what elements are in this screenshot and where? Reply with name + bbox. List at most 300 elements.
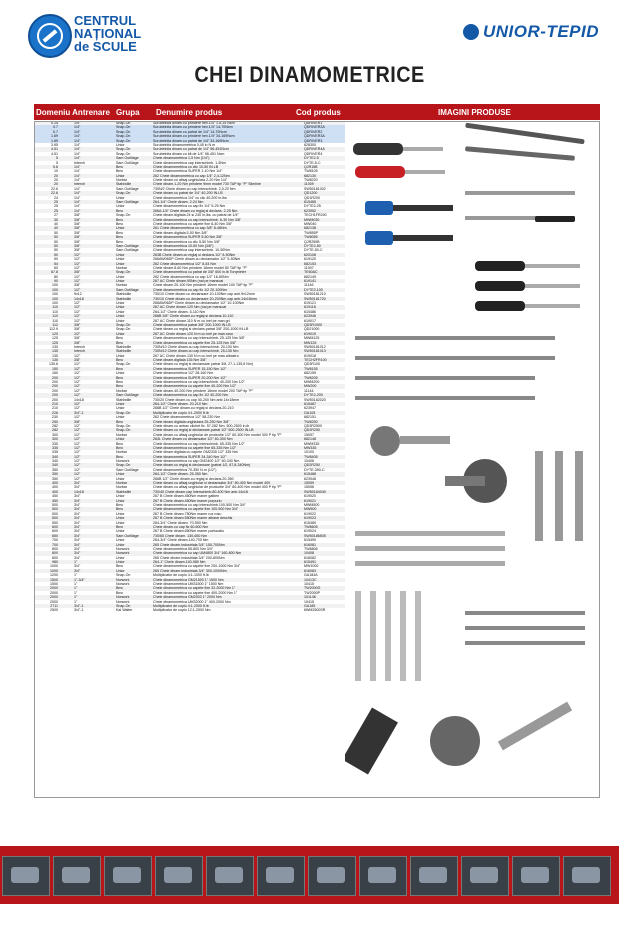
description-cell: 267 AC Cheie dinam.130 N m cu inel pe man.albastru: [153, 353, 239, 358]
range-cell: 340: [52, 459, 58, 464]
brand-cell: Bmc: [116, 507, 124, 512]
brand-cell: Bmc: [116, 380, 124, 385]
page-header: [0, 0, 619, 62]
drive-cell: 1/2": [74, 380, 81, 385]
range-cell: 300: [52, 437, 58, 442]
brand-cell: Sam Outillage: [116, 243, 139, 248]
description-cell: 730/10 Cheie dinam.cu declansare 20-200Nm cap antr.14x18mm: [153, 296, 257, 301]
description-cell: 267 B Cheie dinam.750Nm maner roz rosu: [153, 511, 222, 516]
drive-cell: 3/8": [74, 283, 81, 288]
footer-photo: [308, 856, 356, 896]
drive-cell: 1/2": [74, 476, 81, 481]
brand-cell: Norwork: [116, 599, 130, 604]
description-cell: Cheie dinam.cu afisaj unghiulara 2-20 Nm 1/4": [153, 178, 228, 183]
description-cell: 263L Cheie dinam.cu declansator 1/2" 60-300 Nm: [153, 437, 233, 442]
range-cell: 200: [52, 388, 58, 393]
range-cell: 25: [54, 208, 58, 213]
brand-cell: Unior: [116, 406, 125, 411]
range-cell: 80: [54, 274, 58, 279]
description-cell: 261 Cheie dinamometrica cu cap 3/8" 8-48Nm: [153, 226, 227, 231]
centrul-national-de-scule-logo: [28, 14, 178, 58]
code-cell: MW335: [304, 445, 317, 450]
range-cell: 5: [56, 160, 58, 165]
brand-cell: Stahlwille: [116, 296, 132, 301]
code-cell: 10114K: [304, 595, 317, 600]
drive-cell: 3/8": [74, 239, 81, 244]
drive-cell: 3/4": [74, 529, 81, 534]
code-cell: 682138: [304, 226, 316, 231]
header-denumire: Denumire produs: [156, 108, 223, 117]
brand-cell: Unior: [116, 331, 125, 336]
range-cell: 24: [54, 195, 58, 200]
footer-photo: [461, 856, 509, 896]
range-cell: 200: [52, 380, 58, 385]
drive-cell: 3/4": [74, 520, 81, 525]
description-cell: Cheie dinam.cu cap fix 60-600 Nm: [153, 524, 209, 529]
digital-torque-wrench-icon: [465, 123, 585, 161]
brand-cell: Sam Outillage: [116, 160, 139, 165]
description-cell: Multiplicator de cuplu 4:1-2000 ft.lb: [153, 603, 209, 608]
drive-cell: 1/4": [74, 191, 81, 196]
description-cell: Surubelnita dinam.cu patrat de 1/4" 56-451Ncm: [153, 147, 229, 152]
brand-cell: Stahlwille: [116, 344, 132, 349]
description-cell: Cheie dinam.cu afisaj unghiular de productie 3/4" 80-400 Nm model 400 P tip "P": [153, 485, 282, 490]
brand-cell: Norbar: [116, 481, 127, 486]
drive-cell: 3/4": [74, 502, 81, 507]
range-cell: 2000: [50, 599, 58, 604]
description-cell: Cheie dinamometrica cu cap interschimb. 6-30 Nm 3/8": [153, 217, 241, 222]
brand-cell: Sam Outillage: [116, 287, 139, 292]
description-cell: Cheie dinam.cu patrat de 1/4" 40-200 IN.LB: [153, 191, 223, 196]
code-cell: SW50181002: [304, 186, 326, 191]
drive-cell: 3/4": [74, 538, 81, 543]
code-cell: TW8205: [304, 375, 318, 380]
table-row: [34, 608, 345, 612]
range-cell: 112.9: [49, 327, 58, 332]
brand-cell: Bmc: [116, 366, 124, 371]
code-cell: DYTE2-100: [304, 287, 323, 292]
brand-cell: Sam Outillage: [116, 533, 139, 538]
description-cell: Cheie dinamometrica cu capete fixe 200-1000 Nm 3/4": [153, 564, 241, 569]
code-cell: QJR250B: [304, 239, 320, 244]
range-cell: 22.6: [51, 186, 58, 191]
logo-line-2: NAȚIONAL: [74, 26, 142, 41]
description-cell: Cheie dinamometrica 1/2" 28-160 Nm: [153, 371, 214, 376]
description-cell: Cheie dinamometrica SUPER 5-50 Nm 3/8": [153, 235, 223, 240]
range-cell: 40: [54, 226, 58, 231]
description-cell: 267 B Cheie dinam.450Nm maner galben: [153, 494, 220, 499]
description-cell: 267 B Cheie dinam.550Nm maner albastr deschis: [153, 516, 233, 521]
drive-cell: 3/8": [74, 226, 81, 231]
description-cell: 730/65 Cheie dinam. 130-650 Nm: [153, 533, 207, 538]
brand-cell: Unior: [116, 314, 125, 319]
range-cell: 60: [54, 265, 58, 270]
range-cell: 800: [52, 551, 58, 556]
brand-cell: Snap-On: [116, 191, 131, 196]
drive-cell: 3/4": [74, 494, 81, 499]
code-cell: 619141: [304, 279, 316, 284]
description-cell: Cheie dinamometrica GM21500 1" 1500 Nm: [153, 577, 224, 582]
drive-cell: 1/2": [74, 261, 81, 266]
black-handle-torque-wrench-icon: [475, 261, 580, 311]
brand-cell: Bmc: [116, 217, 124, 222]
range-cell: 210: [52, 406, 58, 411]
drive-cell: 3/4": [74, 498, 81, 503]
description-cell: Cheie dinam.digitala 5-50 Nm 3/8": [153, 230, 208, 235]
drive-cell: 1/2": [74, 441, 81, 446]
description-cell: 267 AC Cheie dinam.120 N m cu inel pe man.rosu: [153, 331, 233, 336]
brand-cell: Unior: [116, 529, 125, 534]
drive-cell: 3/4": [74, 546, 81, 551]
code-cell: SW50186505: [304, 533, 326, 538]
range-cell: 335: [52, 450, 58, 455]
range-cell: 150: [52, 366, 58, 371]
code-cell: 682151: [304, 415, 316, 420]
brand-cell: Unior: [116, 498, 125, 503]
range-cell: 500: [52, 507, 58, 512]
brand-cell: Stahlwille: [116, 182, 132, 187]
brand-cell: Unior: [116, 402, 125, 406]
code-cell: 10100: [304, 450, 314, 455]
description-cell: Cheie dinam.digitala unghiulara 25-250 Nm 3/8": [153, 419, 230, 424]
drive-cell: 1"-3/4": [74, 577, 85, 582]
range-cell: 110: [52, 318, 58, 323]
drive-cell: 3/4": [74, 551, 81, 556]
heavy-torque-wrench-icon: [535, 451, 583, 541]
description-cell: Surubelnita dinamometrica 0,45 in N.m: [153, 142, 216, 147]
brand-cell: Snap-On: [116, 213, 131, 218]
brand-cell: Unior: [116, 279, 125, 284]
range-cell: 0.7: [53, 129, 58, 134]
torque-multiplier-icon: [370, 426, 507, 503]
range-cell: 282: [52, 428, 58, 433]
description-cell: 264-1/2" Cheie dinam. 5-110 Nm: [153, 309, 206, 314]
range-cell: 50: [54, 257, 58, 262]
range-cell: 800: [52, 555, 58, 560]
code-cell: 615491: [304, 560, 316, 565]
range-cell: 50: [54, 248, 58, 253]
drive-cell: 3/4"-1: [74, 608, 84, 613]
drive-cell: 3/8": [74, 336, 81, 341]
drive-cell: 1/4": [74, 151, 81, 156]
description-cell: 264-1" Cheie dinam.140-980 Nm: [153, 560, 206, 565]
range-cell: 500: [52, 511, 58, 516]
range-cell: 335: [52, 445, 58, 450]
code-cell: QDRIVER2: [304, 129, 323, 134]
description-cell: Cheie dinamometrica cap interschimb. 10-50Nm: [153, 248, 230, 253]
code-cell: 15059: [304, 481, 314, 486]
drive-cell: Interch: [74, 160, 85, 165]
brand-cell: Snap-On: [116, 463, 131, 468]
code-cell: SW50184040: [304, 489, 326, 494]
drive-cell: 1/2": [74, 362, 81, 367]
range-cell: 25: [54, 200, 58, 205]
brand-cell: Unior: [116, 476, 125, 481]
unior-tepid-text: UNIOR-TEPID: [483, 22, 599, 41]
range-cell: 250: [52, 419, 58, 424]
description-cell: Cheie dinamometrica cu cap interschimb.100-500 Nm 3/4": [153, 502, 246, 507]
code-cell: 10408: [304, 551, 314, 556]
code-cell: SW50181210: [304, 292, 326, 297]
description-cell: Cheie dinam.40-200 Nm prindere 16mm model 200 TAP tip "P": [153, 388, 254, 393]
code-cell: MWM200: [304, 380, 320, 385]
range-cell: 2000: [50, 590, 58, 595]
drive-cell: 14x18: [74, 296, 84, 301]
drive-cell: 1/2": [74, 366, 81, 371]
description-cell: Surubelnita dinam.cu prindere hex.1/4" 34-169Ncm: [153, 134, 235, 139]
code-cell: 682159: [304, 371, 316, 376]
code-cell: 619023: [304, 516, 316, 521]
drive-cell: 3/8": [74, 358, 81, 363]
description-cell: Cheie dinam.cu reglaj si declansare patrat 3/8, 27,1-135,6 Nm): [153, 362, 254, 367]
description-cell: Cheie dinam.cu afisaj unghiular de productie 1/2" 60-300 Nm model 300 P tip "P": [153, 432, 282, 437]
range-cell: 650: [52, 533, 58, 538]
brand-cell: Unior: [116, 542, 125, 547]
description-cell: 266B 1/2" Cheie dinam.cu reglaj si declans.20-350: [153, 476, 234, 481]
range-cell: 1500: [50, 582, 58, 587]
drive-cell: 1/2": [74, 472, 81, 477]
drive-cell: 1/2": [74, 437, 81, 442]
code-cell: 615487: [304, 402, 316, 406]
brand-cell: Bmc: [116, 221, 124, 226]
code-cell: 615490: [304, 538, 316, 543]
brand-cell: Sam Outillage: [116, 467, 139, 472]
description-cell: Cheie dinamometrica cu cap fix 1/2 20-100Nm: [153, 287, 227, 292]
code-cell: 616083: [304, 568, 316, 573]
code-cell: QDRIVER4A: [304, 147, 325, 152]
range-cell: 600: [52, 529, 58, 534]
code-cell: MW040: [304, 221, 317, 226]
brand-cell: Unior: [116, 511, 125, 516]
description-cell: Cheie dinamometrica SUPER 34-340 Nm 1/2": [153, 454, 227, 459]
description-cell: Cheie dinamometrica 65-800 Nm 3/4": [153, 546, 214, 551]
brand-cell: Stahlwille: [116, 349, 132, 354]
code-cell: TW8250: [304, 419, 318, 424]
range-cell: 90: [54, 279, 58, 284]
code-cell: 619021: [304, 498, 316, 503]
drive-cell: 3/4": [74, 564, 81, 569]
chrome-torque-wrench-icon: [465, 191, 575, 222]
drive-cell: 1/2": [74, 375, 81, 380]
code-cell: QD3R100: [304, 362, 320, 367]
drive-cell: 3/4": [74, 485, 81, 490]
description-cell: 264-3/4" Cheie dinam. 70-550 Nm: [153, 520, 208, 525]
code-cell: QDRIVER3: [304, 138, 323, 143]
range-cell: 100: [52, 287, 58, 292]
code-cell: 619024: [304, 529, 316, 534]
brand-cell: Unior: [116, 309, 125, 314]
table-header: [34, 104, 600, 120]
code-cell: 682130: [304, 173, 316, 178]
range-cell: 120: [52, 331, 58, 336]
drive-cell: 1/4": [74, 125, 81, 130]
brand-cell: Norwork: [116, 546, 130, 551]
brand-cell: Unior: [116, 538, 125, 543]
range-cell: 5.6: [53, 164, 58, 169]
drive-cell: 1/2": [74, 309, 81, 314]
code-cell: 615489: [304, 520, 316, 525]
code-cell: MW500: [304, 507, 317, 512]
description-cell: Cheie dinamometrica cu cap GM2400 1/2" 60-340 Nm: [153, 459, 240, 464]
brand-cell: Unior: [116, 555, 125, 560]
description-cell: Surubelnita dinam.cu patrat de 1/4" 14-70Ncm: [153, 129, 227, 134]
code-cell: MW200: [304, 384, 317, 389]
drive-cell: 1/2": [74, 314, 81, 319]
code-cell: 10415: [304, 582, 314, 587]
range-cell: 5: [56, 156, 58, 161]
code-cell: DYTE-5-C: [304, 160, 321, 165]
code-cell: DYTE2-200: [304, 393, 323, 398]
code-cell: QD1R200: [304, 195, 320, 200]
brand-cell: Bmc: [116, 230, 124, 235]
code-cell: QD21000: [304, 327, 320, 332]
description-cell: 267 B Cheie dinam.650Nm maner portocaliu: [153, 529, 224, 534]
footer-photo: [257, 856, 305, 896]
header-imagini: IMAGINI PRODUSE: [438, 108, 511, 117]
drive-cell: 1/2": [74, 257, 81, 262]
range-cell: 400: [52, 489, 58, 494]
drive-cell: 1/2": [74, 415, 81, 420]
code-cell: 619118: [304, 305, 316, 310]
description-cell: 266A-1/4" Cheie dinam.cu reglaj si declans. 2-25 Nm: [153, 208, 238, 213]
brand-cell: Norbar: [116, 450, 127, 455]
code-cell: 615485: [304, 200, 316, 205]
brand-cell: Unior: [116, 261, 125, 266]
drive-cell: 1/4": [74, 164, 81, 169]
brand-cell: Norbar: [116, 265, 127, 270]
description-cell: Cheie dinamometrica cu cap fix 1/2 40-200 Nm: [153, 393, 228, 398]
header-cod: Cod produs: [296, 108, 341, 117]
brand-cell: Norwork: [116, 551, 130, 556]
description-cell: Cheie dinamometrica 70-350 N.m (1/2"): [153, 467, 217, 472]
brand-cell: Unior: [116, 226, 125, 231]
drive-cell: 3/4"-1: [74, 603, 84, 608]
range-cell: 125: [52, 336, 58, 341]
drive-cell: 3/8": [74, 419, 81, 424]
code-cell: 11146: [304, 283, 314, 288]
drive-cell: 3/8": [74, 230, 81, 235]
description-cell: 262 Cheie dinamometrica 1/2" 58-230 Nm: [153, 415, 220, 420]
code-cell: SW50181720: [304, 296, 326, 301]
brand-cell: Norbar: [116, 388, 127, 393]
code-cell: 11007: [304, 265, 314, 270]
drive-cell: Interch: [74, 344, 85, 349]
footer-photo: [359, 856, 407, 896]
brand-cell: Norbar: [116, 485, 127, 490]
brand-cell: Unior: [116, 516, 125, 521]
brand-cell: Bmc: [116, 384, 124, 389]
range-cell: 27: [54, 213, 58, 218]
description-cell: 730/20 Cheie dinam.cu cap 40-200 Nm antr.14x18mm: [153, 397, 240, 402]
range-cell: 0.15: [51, 121, 58, 125]
drive-cell: 1/2": [74, 318, 81, 323]
footer-photo: [563, 856, 611, 896]
brand-cell: Bmc: [116, 164, 124, 169]
range-cell: 100: [52, 296, 58, 301]
drive-cell: 1/4": [74, 129, 81, 134]
range-cell: 50: [54, 243, 58, 248]
code-cell: 10413C: [304, 577, 317, 582]
drive-cell: 1/4": [74, 138, 81, 143]
description-cell: Cheie dinam.cu antrax clichet fix. 57-282 Nm. 500-2500 in.lb: [153, 423, 250, 428]
drive-cell: 1/2": [74, 450, 81, 455]
drive-cell: 1/4": [74, 200, 81, 205]
description-cell: Cheie dinamometrica cu cap interschimb. 40-200 Nm 1/2": [153, 380, 245, 385]
click-torque-wrench-set-icon: [355, 531, 505, 681]
drive-cell: 3/8": [74, 340, 81, 345]
description-cell: 267 AC Cheie dinam.90Nm (nal pe mansoai: [153, 279, 224, 284]
drive-cell: 9x12: [74, 292, 82, 297]
drive-cell: 1/2": [74, 353, 81, 358]
brand-cell: Unior: [116, 142, 125, 147]
code-cell: 615486: [304, 309, 316, 314]
code-cell: GA184A: [304, 573, 318, 578]
description-cell: 264-1/2" Cheie dinam. 25-350 Nm: [153, 472, 208, 477]
page-title: CHEI DINAMOMETRICE: [194, 62, 425, 87]
range-cell: 20: [54, 182, 58, 187]
brand-cell: Norwork: [116, 582, 130, 587]
footer-photo: [206, 856, 254, 896]
brand-cell: Bmc: [116, 441, 124, 446]
description-cell: Surubelnita dinam.cu bit de 1/4" 56-451 Ncm: [153, 151, 225, 156]
drive-cell: 1/2": [74, 301, 81, 306]
brand-cell: Unior: [116, 437, 125, 442]
code-cell: 10406: [304, 459, 314, 464]
range-cell: 50: [54, 252, 58, 257]
range-cell: 350: [52, 467, 58, 472]
range-cell: 230: [52, 415, 58, 420]
description-cell: 266AW06DP Cheie dinam.cu declansator 1/2" 10-100Nm: [153, 301, 245, 306]
description-cell: Cheie dinamometrica cu clic 5-50 Nm 3/8": [153, 239, 220, 244]
product-images-panel: [345, 121, 600, 798]
unior-mark-icon: [463, 24, 479, 40]
footer-photo: [104, 856, 152, 896]
brand-cell: Sam Outillage: [116, 156, 139, 161]
code-cell: 619022: [304, 511, 316, 516]
description-cell: Cheie dinamometrica SUPER 15-150 Nm 1/2": [153, 366, 227, 371]
range-cell: 1.69: [51, 134, 58, 139]
footer-photo: [512, 856, 560, 896]
brand-cell: Unior: [116, 494, 125, 499]
range-cell: 0.7: [53, 125, 58, 130]
range-cell: 135: [52, 349, 58, 354]
drive-cell: 3/4"-1: [74, 410, 84, 415]
footer-photo: [410, 856, 458, 896]
drive-cell: 1/4": [74, 156, 81, 161]
drive-cell: 1/2": [74, 445, 81, 450]
brand-cell: Snap-On: [116, 134, 131, 139]
range-cell: 350: [52, 476, 58, 481]
range-cell: 500: [52, 502, 58, 507]
range-cell: 67.8: [51, 270, 58, 275]
brand-cell: Unior: [116, 520, 125, 525]
code-cell: 620108: [304, 252, 316, 257]
brand-cell: Bmc: [116, 169, 124, 174]
brand-cell: Snap-On: [116, 270, 131, 275]
drive-cell: 3/4": [74, 481, 81, 486]
description-cell: 264-1/2" Cheie dinam. 20-210 Nm: [153, 402, 208, 406]
range-cell: 400: [52, 481, 58, 486]
drive-cell: 1/4": [74, 121, 81, 125]
drive-cell: 1": [74, 573, 78, 578]
brand-cell: Bmc: [116, 375, 124, 380]
brand-cell: Unior: [116, 204, 125, 209]
description-cell: Cheie dinamometrica cu cap interschimb. 65-335 Nm 1/2": [153, 441, 245, 446]
range-cell: 100: [52, 301, 58, 306]
range-cell: 340: [52, 454, 58, 459]
description-cell: Cheie dinam.20-100 Nm prindere 16mm model 100 TAP tip "P": [153, 283, 254, 288]
brand-cell: Bmc: [116, 358, 124, 363]
